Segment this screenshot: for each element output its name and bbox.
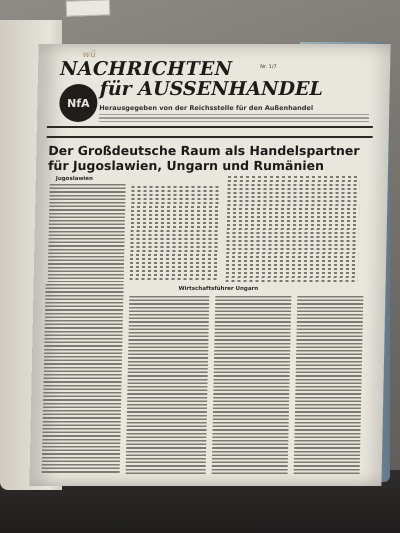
- paper-slip: [66, 0, 111, 17]
- masthead-rule-bottom: [47, 136, 373, 138]
- section-label-ungarn: Wirtschaftsführer Ungarn: [178, 286, 259, 292]
- headline-line1: Der Großdeutsche Raum als Handelspartner: [48, 143, 360, 158]
- text-column: [48, 184, 126, 282]
- masthead-fine-print: [99, 114, 369, 124]
- headline-line2: für Jugoslawien, Ungarn und Rumänien: [47, 158, 325, 173]
- masthead-rule-top: [47, 126, 373, 128]
- newspaper-page: [29, 44, 390, 486]
- article-headline: [48, 143, 360, 173]
- issue-number: Nr. 1/7: [260, 64, 277, 70]
- statistics-table: [226, 174, 360, 282]
- nfa-logo: [59, 84, 98, 122]
- statistics-table: [130, 184, 220, 282]
- text-column: [126, 296, 210, 474]
- text-column: [294, 296, 364, 474]
- section-label-jugoslawien: Jugoslawien: [55, 176, 94, 182]
- handwritten-mark: wü: [82, 50, 97, 60]
- logo-text: NfA: [66, 96, 90, 110]
- text-column: [42, 284, 124, 474]
- masthead-title-line1: NACHRICHTEN: [59, 58, 233, 80]
- masthead-subtitle: Herausgegeben von der Reichsstelle für den Außenhandel: [99, 104, 314, 112]
- text-column: [212, 296, 292, 474]
- masthead-title-line2: für AUSSENHANDEL: [99, 78, 324, 100]
